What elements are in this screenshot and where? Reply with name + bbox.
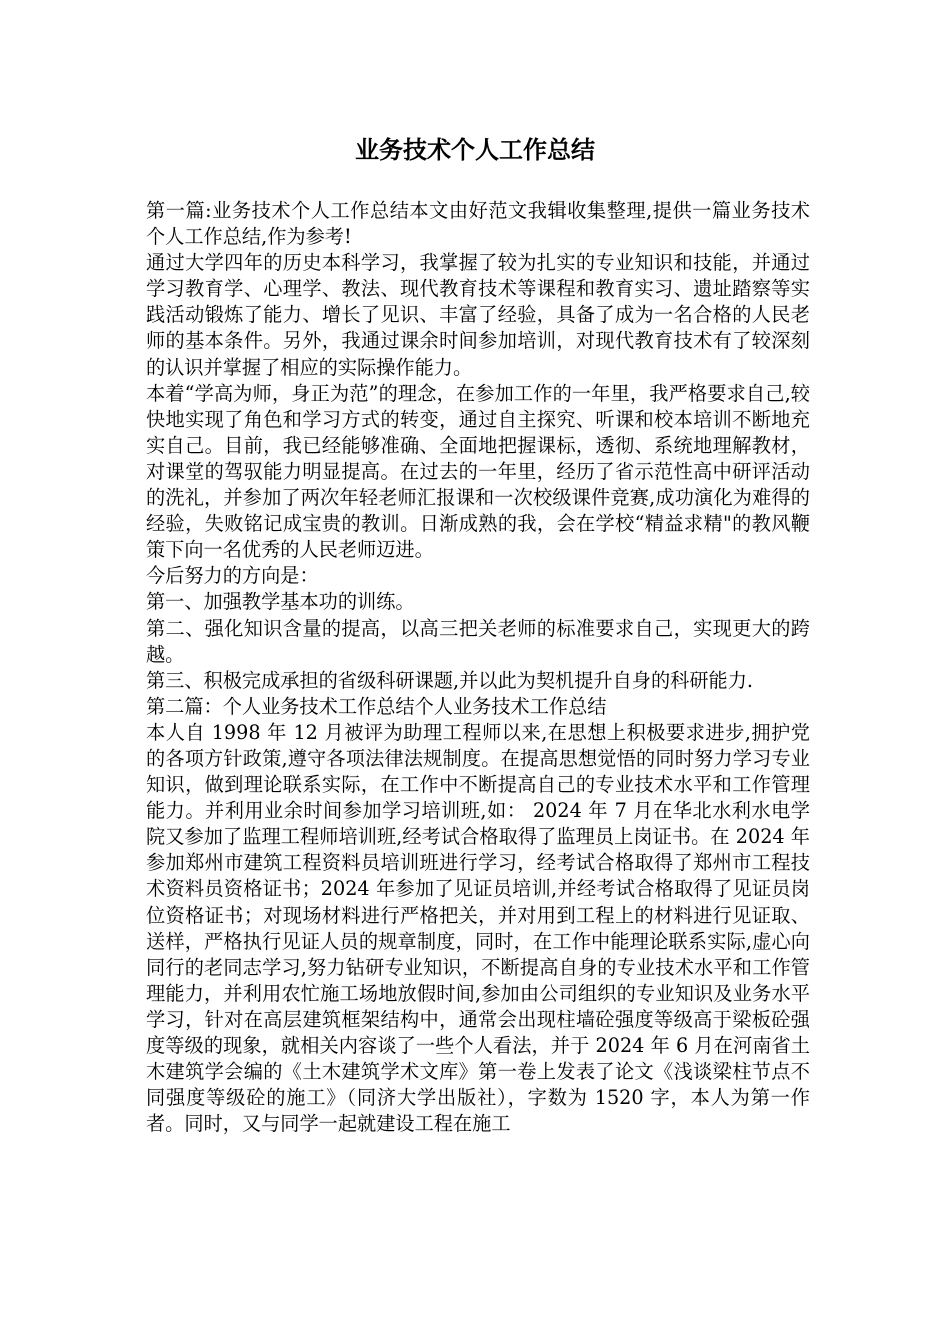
paragraph: 今后努力的方向是：	[146, 564, 319, 588]
document-body	[146, 198, 810, 1137]
paragraph: 本人自 1998 年 12 月被评为助理工程师以来,在思想上积极要求进步,拥护党的各项方针政策,遵守各项法律法规制度。在提高思想觉悟的同时努力学习专业知识，做到理论联系实际，在工作中不断提高自己的专业技术水平和工作管理能力。并利用业余时间参加学习培训班,如： 2024 年 7 月在华北水利水电学院又参加了监理工程师培训班,经考试合格取得了监理员上岗证书。在 2024 年参加郑州市建筑工程资料员培训班进行学习，经考试合格取得了郑州市工程技术资料员资格证书；2024 年参加了见证员培训,并经考试合格取得了见证员岗位资格证书；对现场材料进行严格把关，并对用到工程上的材料进行见证取、送样，严格执行见证人员的规章制度，同时，在工作中能理论联系实际,虚心向同行的老同志学习,努力钻研专业知识，不断提高自身的专业技术水平和工作管理能力，并利用农忙施工场地放假时间,参加由公司组织的专业知识及业务水平学习，针对在高层建筑框架结构中，通常会出现柱墙砼强度等级高于梁板砼强度等级的现象，就相关内容谈了一些个人看法，并于 2024 年 6 月在河南省土木建筑学会编的《土木建筑学术文库》第一卷上发表了论文《浅谈梁柱节点不同强度等级砼的施工》（同济大学出版社），字数为 1520 字，本人为第一作者。同时，又与同学一起就建设工程在施工	[146, 720, 810, 1136]
paragraph: 第一、加强教学基本功的训练。	[146, 590, 415, 614]
document-title: 业务技术个人工作总结	[355, 136, 595, 164]
paragraph: 第一篇:业务技术个人工作总结本文由好范文我辑收集整理,提供一篇业务技术个人工作总结,作为参考!	[146, 199, 810, 249]
paragraph: 通过大学四年的历史本科学习，我掌握了较为扎实的专业知识和技能，并通过学习教育学、心理学、教法、现代教育技术等课程和教育实习、遗址踏察等实践活动锻炼了能力、增长了见识、丰富了经验，具备了成为一名合格的人民老师的基本条件。另外，我通过课余时间参加培训，对现代教育技术有了较深刻的认识并掌握了相应的实际操作能力。	[146, 251, 810, 379]
paragraph: 第二、强化知识含量的提高，以高三把关老师的标准要求自己，实现更大的跨越。	[146, 616, 810, 666]
paragraph: 第二篇：个人业务技术工作总结个人业务技术工作总结	[146, 694, 607, 718]
paragraph: 本着“学高为师，身正为范”的理念，在参加工作的一年里，我严格要求自己,较快地实现了角色和学习方式的转变，通过自主探究、听课和校本培训不断地充实自己。目前，我已经能够准确、全面地把握课标，透彻、系统地理解教材，对课堂的驾驭能力明显提高。在过去的一年里，经历了省示范性高中研评活动的洗礼，并参加了两次年轻老师汇报课和一次校级课件竞赛,成功演化为难得的经验，失败铭记成宝贵的教训。日渐成熟的我，会在学校“精益求精"的教风鞭策下向一名优秀的人民老师迈进。	[146, 381, 810, 562]
paragraph: 第三、积极完成承担的省级科研课题,并以此为契机提升自身的科研能力.	[146, 668, 754, 692]
